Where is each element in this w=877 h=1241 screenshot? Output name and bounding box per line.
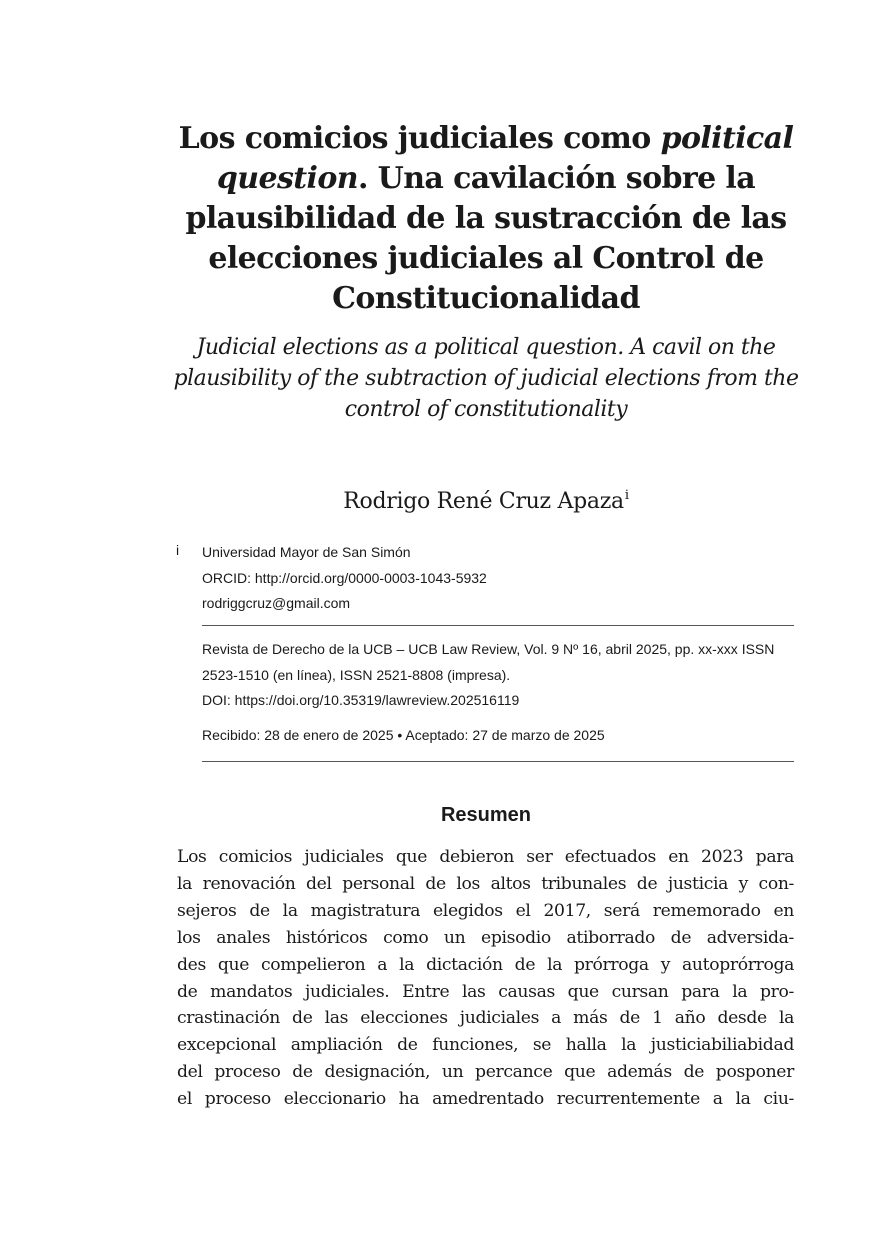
journal-doi: DOI: https://doi.org/10.35319/lawreview.202516119	[202, 692, 520, 708]
title-part-2: . Una cavilación sobre la plausibilidad de la sustracción de las elecciones judiciales al Control de Constitucionalidad	[185, 161, 787, 316]
title-italic-question: question	[216, 161, 358, 196]
resumen-line: del proceso de designación, un percance que además de posponer	[177, 1062, 794, 1083]
divider-top	[202, 625, 794, 626]
affiliation-institution: Universidad Mayor de San Simón	[202, 544, 411, 560]
resumen-line: excepcional ampliación de funciones, se halla la justiciabiliabidad	[177, 1035, 794, 1056]
resumen-heading: Resumen	[440, 804, 532, 826]
journal-dates: Recibido: 28 de enero de 2025 • Aceptado: 27 de marzo de 2025	[202, 727, 605, 743]
affiliation-email: rodriggcruz@gmail.com	[202, 595, 351, 611]
resumen-line: Los comicios judiciales que debieron ser efectuados en 2023 para	[177, 847, 794, 867]
resumen-line: crastinación de las elecciones judiciales a más de 1 año desde la	[177, 1008, 794, 1029]
title-part-1: Los comicios judiciales como	[178, 121, 661, 156]
affiliation-block	[202, 540, 802, 617]
affiliation-marker: i	[176, 542, 180, 558]
divider-bottom	[202, 761, 794, 762]
journal-citation: Revista de Derecho de la UCB – UCB Law Review, Vol. 9 Nº 16, abril 2025, pp. xx-xxx ISSN 2523-1510 (en línea), ISSN 2521-8808 (impresa).	[202, 641, 775, 683]
resumen-line: des que compelieron a la dictación de la prórroga y autoprórroga	[177, 954, 794, 975]
resumen-line: de mandatos judiciales. Entre las causas que cursan para la pro-	[177, 981, 794, 1002]
resumen-line: sejeros de la magistratura elegidos el 2017, será rememorado en	[177, 900, 794, 921]
title-italic-political: political	[660, 121, 794, 156]
author-marker: i	[624, 488, 629, 503]
article-subtitle: Judicial elections as a political question. A cavil on the plausibility of the subtraction of judicial elections from the control of constitutionality	[173, 335, 799, 422]
article-title	[170, 119, 802, 319]
author-line	[170, 481, 802, 517]
author-name: Rodrigo René Cruz Apaza	[343, 489, 624, 514]
resumen-line: la renovación del personal de los altos tribunales de justicia y con-	[177, 873, 794, 894]
resumen-line: los anales históricos como un episodio atiborrado de adversida-	[177, 927, 794, 948]
journal-info	[202, 637, 796, 714]
resumen-line: el proceso eleccionario ha amedrentado recurrentemente a la ciu-	[177, 1089, 794, 1110]
affiliation-orcid: ORCID: http://orcid.org/0000-0003-1043-5932	[202, 569, 487, 586]
resumen-body	[177, 844, 794, 1113]
